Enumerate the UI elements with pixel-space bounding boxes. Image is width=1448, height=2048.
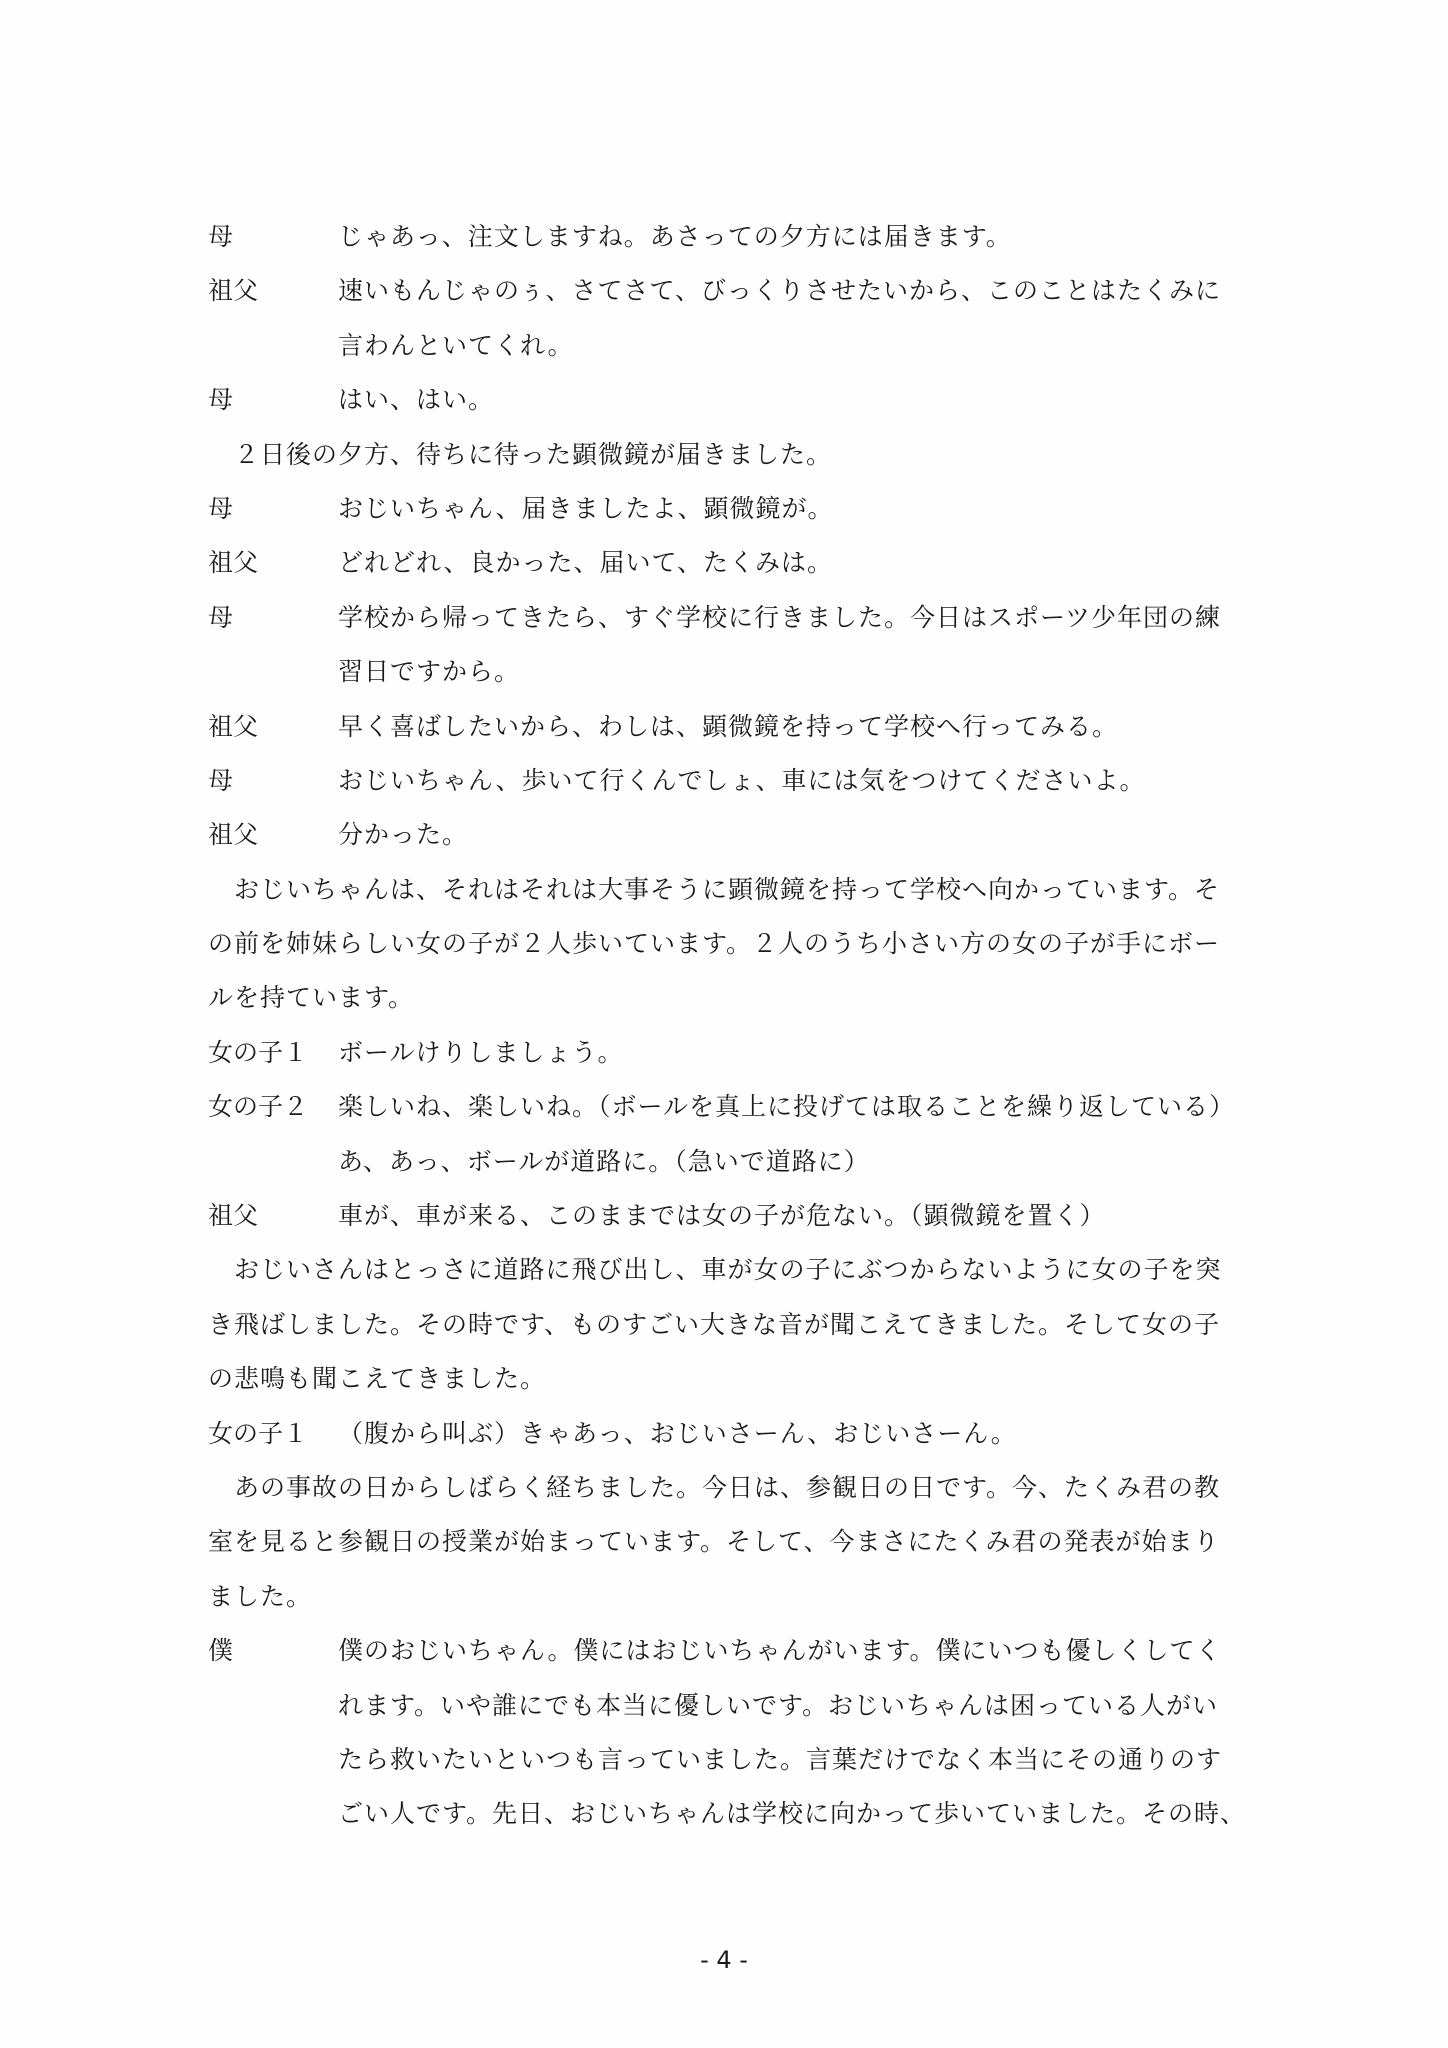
narration-line [208, 863, 1248, 917]
script-body [208, 210, 1248, 1842]
dialogue-line [208, 1679, 1248, 1733]
dialogue-line [208, 210, 1248, 264]
dialogue-line [208, 700, 1248, 754]
page-number: - 4 - [700, 1946, 748, 1974]
speaker-name: 女の子１ [208, 1418, 309, 1448]
narration-text: おじいさんはとっさに道路に飛び出し、車が女の子にぶつからないように女の子を突 [208, 1255, 1222, 1285]
narration-text: の前を姉妹らしい女の子が２人歩いています。２人のうち小さい方の女の子が手にボー [208, 929, 1221, 959]
dialogue-line [208, 536, 1248, 590]
dialogue-text: はい、はい。 [338, 385, 495, 415]
speaker-name: 母 [208, 493, 234, 523]
narration-text: 室を見ると参観日の授業が始まっています。そして、今まさにたくみ君の発表が始まり [208, 1527, 1220, 1557]
dialogue-text: 早く喜ばしたいから、わしは、顕微鏡を持って学校へ行ってみる。 [338, 711, 1119, 741]
dialogue-text: たら救いたいといつも言っていました。言葉だけでなく本当にその通りのす [338, 1744, 1223, 1774]
dialogue-line [208, 1624, 1248, 1678]
dialogue-line [208, 808, 1248, 862]
dialogue-line [208, 591, 1248, 645]
narration-line [208, 1461, 1248, 1515]
dialogue-line [208, 1026, 1248, 1080]
dialogue-text: 速いもんじゃのぅ、さてさて、びっくりさせたいから、このことはたくみに [338, 276, 1222, 306]
speaker-name: 祖父 [208, 276, 259, 306]
dialogue-text: ボールけりしましょう。 [338, 1037, 624, 1067]
dialogue-text: ごい人です。先日、おじいちゃんは学校に向かって歩いていました。その時、 [338, 1799, 1247, 1829]
speaker-name: 母 [208, 765, 234, 795]
dialogue-line [208, 1080, 1248, 1134]
narration-text: の悲鳴も聞こえてきました。 [208, 1364, 547, 1394]
dialogue-line [208, 1407, 1248, 1461]
narration-line [208, 428, 1248, 482]
speaker-name: 母 [208, 385, 234, 415]
dialogue-line [208, 1135, 1248, 1189]
dialogue-text: あ、あっ、ボールが道路に。（急いで道路に） [338, 1146, 870, 1176]
narration-line [208, 1570, 1248, 1624]
dialogue-text: どれどれ、良かった、届いて、たくみは。 [338, 548, 834, 578]
speaker-name: 祖父 [208, 820, 259, 850]
dialogue-text: じゃあっ、注文しますね。あさっての夕方には届きます。 [338, 222, 1012, 251]
dialogue-text: おじいちゃん、歩いて行くんでしょ、車には気をつけてくださいよ。 [338, 765, 1146, 795]
speaker-name: 僕 [208, 1636, 234, 1666]
dialogue-text: 車が、車が来る、このままでは女の子が危ない。（顕微鏡を置く） [338, 1201, 1106, 1231]
dialogue-text: 僕のおじいちゃん。僕にはおじいちゃんがいます。僕にいつも優しくしてく [338, 1636, 1222, 1666]
dialogue-line [208, 319, 1248, 373]
dialogue-text: （腹から叫ぶ）きゃあっ、おじいさーん、おじいさーん。 [338, 1418, 1017, 1448]
narration-line [208, 1243, 1248, 1297]
narration-line [208, 1298, 1248, 1352]
dialogue-line [208, 482, 1248, 536]
dialogue-line [208, 1733, 1248, 1787]
narration-line [208, 1515, 1248, 1569]
dialogue-line [208, 1787, 1248, 1841]
dialogue-text: 習日ですから。 [338, 657, 521, 687]
speaker-name: 祖父 [208, 548, 259, 578]
dialogue-line [208, 373, 1248, 427]
narration-text: ルを持ています。 [208, 983, 415, 1013]
narration-text: おじいちゃんは、それはそれは大事そうに顕微鏡を持って学校へ向かっています。そ [208, 874, 1221, 904]
dialogue-text: 学校から帰ってきたら、すぐ学校に行きました。今日はスポーツ少年団の練 [338, 602, 1222, 632]
dialogue-text: 楽しいね、楽しいね。（ボールを真上に投げては取ることを繰り返している） [338, 1092, 1236, 1122]
narration-line [208, 917, 1248, 971]
dialogue-line [208, 1189, 1248, 1243]
speaker-name: 母 [208, 602, 234, 632]
dialogue-line [208, 754, 1248, 808]
dialogue-text: れます。いや誰にでも本当に優しいです。おじいちゃんは困っている人がい [338, 1690, 1219, 1720]
speaker-name: 女の子２ [208, 1092, 309, 1122]
dialogue-text: 言わんといてくれ。 [338, 330, 574, 360]
narration-line [208, 971, 1248, 1025]
dialogue-line [208, 645, 1248, 699]
narration-text: ました。 [208, 1581, 313, 1611]
narration-line [208, 1352, 1248, 1406]
speaker-name: 祖父 [208, 711, 259, 741]
narration-text: き飛ばしました。その時です、ものすごい大きな音が聞こえてきました。そして女の子 [208, 1309, 1221, 1339]
dialogue-text: 分かった。 [338, 820, 469, 850]
dialogue-line [208, 264, 1248, 318]
speaker-name: 祖父 [208, 1201, 259, 1231]
speaker-name: 女の子１ [208, 1037, 309, 1067]
narration-text: ２日後の夕方、待ちに待った顕微鏡が届きました。 [208, 439, 833, 469]
speaker-name: 母 [208, 222, 234, 251]
dialogue-text: おじいちゃん、届きましたよ、顕微鏡が。 [338, 493, 834, 523]
narration-text: あの事故の日からしばらく経ちました。今日は、参観日の日です。今、たくみ君の教 [208, 1472, 1221, 1502]
